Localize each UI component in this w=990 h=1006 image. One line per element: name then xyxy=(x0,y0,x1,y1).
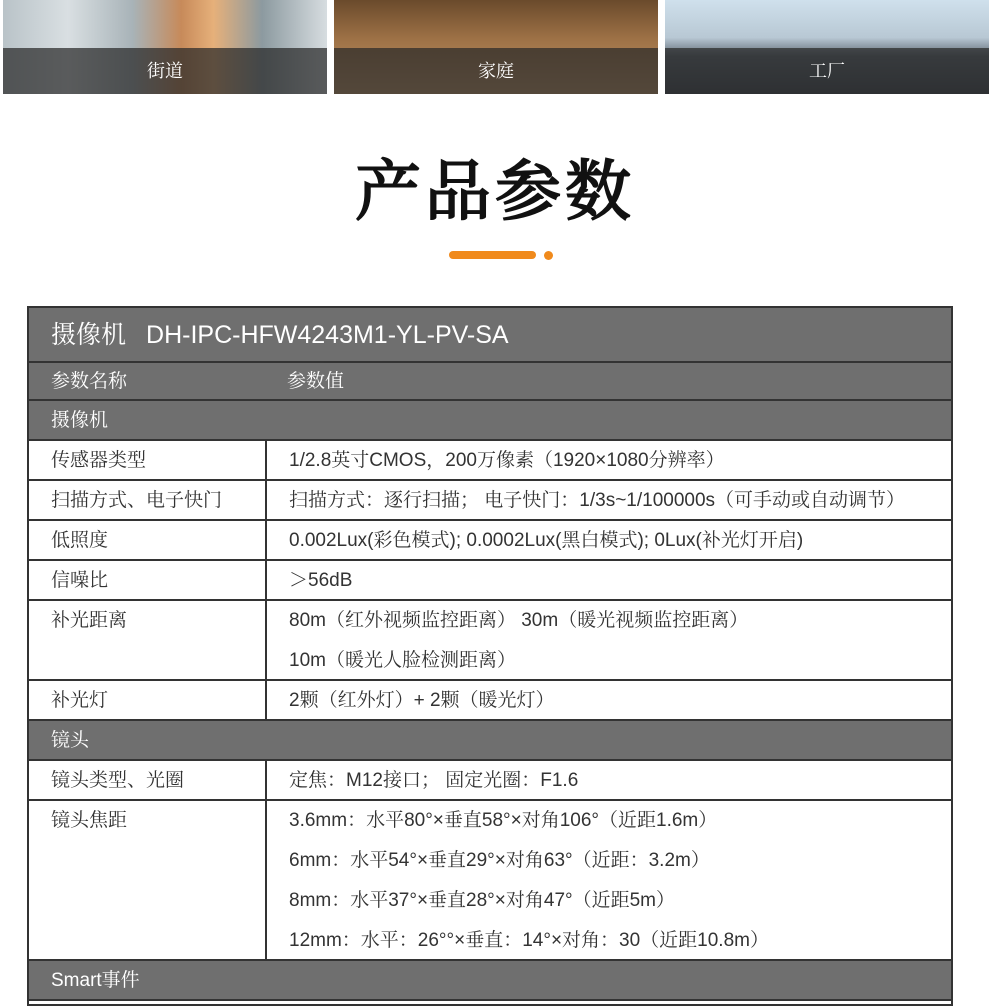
banner-factory xyxy=(665,0,989,94)
banner-home-label: 家庭 xyxy=(334,48,658,94)
table-row-snr xyxy=(29,561,951,601)
scenario-banners xyxy=(0,0,990,94)
banner-street xyxy=(3,0,327,94)
table-row-lux xyxy=(29,521,951,561)
banner-factory-label: 工厂 xyxy=(665,48,989,94)
section-smart-label: Smart事件 xyxy=(51,970,140,991)
row-label: 传感器类型 xyxy=(51,450,147,471)
row-label: 补光距离 xyxy=(51,610,128,631)
row-value: 2颗（红外灯）+ 2颗（暖光灯） xyxy=(289,690,555,711)
model-row xyxy=(29,308,951,363)
section-lens-label: 镜头 xyxy=(51,730,90,751)
spec-table xyxy=(27,306,953,1006)
row-value: 6mm：水平54°×垂直29°×对角63°（近距：3.2m） xyxy=(289,850,710,871)
row-label: 镜头焦距 xyxy=(51,810,128,831)
row-value: ＞56dB xyxy=(289,570,353,591)
header-value: 参数值 xyxy=(287,371,345,392)
section-title: 产品参数 xyxy=(355,154,635,228)
row-value: 0.002Lux(彩色模式); 0.0002Lux(黑白模式); 0Lux(补光灯开启) xyxy=(289,530,804,551)
banner-street-label: 街道 xyxy=(3,48,327,94)
table-row-scan xyxy=(29,481,951,521)
table-row-focal xyxy=(29,801,951,961)
row-value: 3.6mm：水平80°×垂直58°×对角106°（近距1.6m） xyxy=(289,810,718,831)
model-label: 摄像机 xyxy=(51,321,127,349)
section-camera-label: 摄像机 xyxy=(51,410,109,431)
row-label: 信噪比 xyxy=(51,570,109,591)
row-label: 低照度 xyxy=(51,530,109,551)
table-row-lens-type xyxy=(29,761,951,801)
table-row-lights xyxy=(29,681,951,721)
table-row-ir-distance xyxy=(29,601,951,681)
section-row-camera xyxy=(29,401,951,441)
section-row-smart xyxy=(29,961,951,1001)
title-underline xyxy=(449,251,536,259)
row-value: 1/2.8英寸CMOS，200万像素（1920×1080分辨率） xyxy=(289,450,725,471)
table-row-sensor xyxy=(29,441,951,481)
row-value: 定焦：M12接口； 固定光圈：F1.6 xyxy=(289,770,579,791)
row-label: 镜头类型、光圈 xyxy=(51,770,185,791)
model-number: DH-IPC-HFW4243M1-YL-PV-SA xyxy=(146,321,509,349)
row-value: 12mm：水平：26°°×垂直：14°×对角：30（近距10.8m） xyxy=(289,930,769,951)
title-underline-dot xyxy=(544,251,553,260)
section-row-lens xyxy=(29,721,951,761)
banner-home xyxy=(334,0,658,94)
table-header-row xyxy=(29,363,951,401)
row-label: 扫描方式、电子快门 xyxy=(51,490,223,511)
row-value: 扫描方式：逐行扫描； 电子快门：1/3s~1/100000s（可手动或自动调节） xyxy=(289,490,906,511)
row-value: 10m（暖光人脸检测距离） xyxy=(289,650,516,671)
row-label: 补光灯 xyxy=(51,690,109,711)
header-name: 参数名称 xyxy=(51,371,128,392)
row-value: 8mm：水平37°×垂直28°×对角47°（近距5m） xyxy=(289,890,676,911)
row-value: 80m（红外视频监控距离） 30m（暖光视频监控距离） xyxy=(289,610,749,631)
